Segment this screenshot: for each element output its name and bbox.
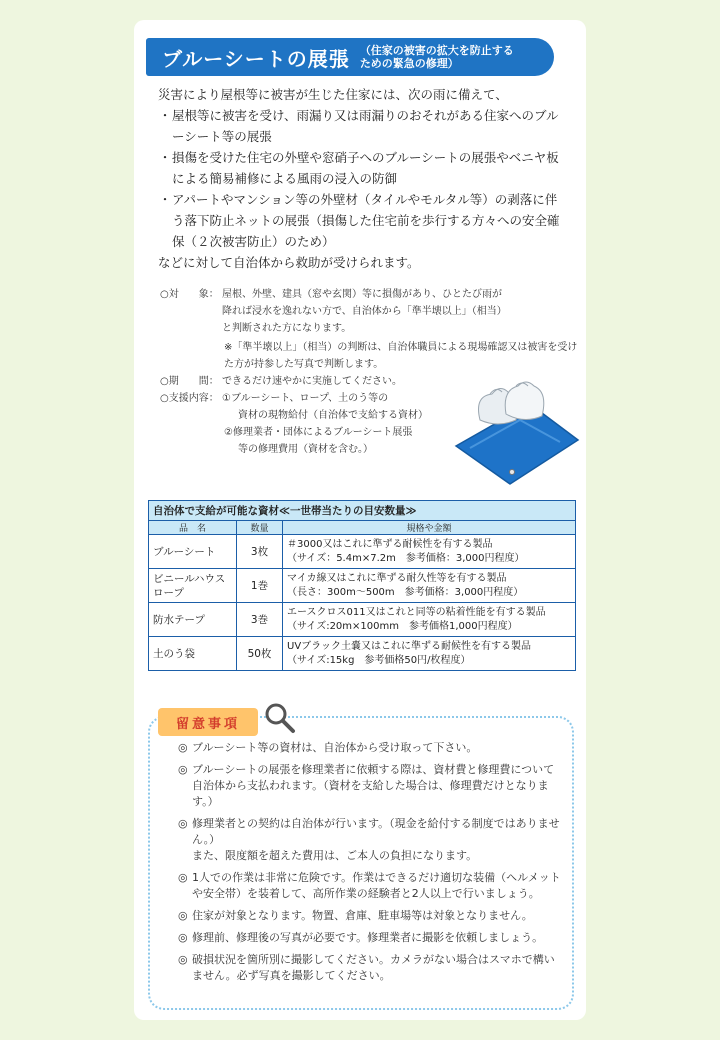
support-label: ○支援内容： [160, 393, 219, 404]
supply-table-wrapper [148, 500, 576, 671]
list-item [178, 952, 562, 984]
info-card [134, 20, 586, 1020]
bullet-dot: ・ [158, 192, 172, 207]
table-row [149, 603, 576, 637]
notice-mark: ◎ [178, 909, 188, 922]
column-header-spec: 規格や金額 [283, 521, 576, 535]
item-spec [283, 637, 576, 671]
intro-bullet [158, 147, 568, 189]
item-spec-line2: （サイズ:15kg 参考価格50円/枚程度） [287, 654, 471, 666]
item-name: ビニールハウスロープ [149, 569, 237, 603]
notice-list [178, 740, 562, 990]
notice-mark: ◎ [178, 763, 188, 776]
item-spec-line2: （サイズ:20m×100mm 参考価格1,000円程度） [287, 620, 518, 632]
item-name: ブルーシート [149, 535, 237, 569]
target-label: ○対 象： [160, 289, 219, 300]
notice-text: 修理前、修理後の写真が必要です。修理業者に撮影を依頼しましょう。 [192, 931, 544, 944]
item-spec [283, 603, 576, 637]
item-spec-line1: マイカ線又はこれに準ずる耐久性等を有する製品 [287, 572, 507, 584]
list-item [178, 908, 562, 924]
item-name: 土のう袋 [149, 637, 237, 671]
notice-text: 破損状況を箇所別に撮影してください。カメラがない場合はスマホで構いません。必ず写真を撮影してください。 [192, 953, 555, 982]
table-row [149, 535, 576, 569]
item-spec-line2: （サイズ：5.4m×7.2m 参考価格：3,000円程度） [287, 552, 525, 564]
notice-text: ブルーシート等の資材は、自治体から受け取って下さい。 [192, 741, 478, 754]
intro-bullet-text: 屋根等に被害を受け、雨漏り又は雨漏りのおそれがある住家へのブルーシート等の展張 [172, 108, 559, 144]
item-qty: 3枚 [237, 535, 283, 569]
item-spec-line1: ＃3000又はこれに準ずる耐候性を有する製品 [287, 538, 493, 550]
target-note: ※「準半壊以上」（相当）の判断は、自治体職員による現場確認又は被害を受けた方が持参した写真で判断します。 [224, 342, 578, 370]
list-item [178, 762, 562, 810]
intro-bullet-text: 損傷を受けた住宅の外壁や窓硝子へのブルーシートの展張やベニヤ板による簡易補修による風雨の浸入の防御 [172, 150, 559, 186]
notice-mark: ◎ [178, 741, 188, 754]
intro-closing: などに対して自治体から救助が受けられます。 [158, 255, 420, 270]
item-qty: 1巻 [237, 569, 283, 603]
list-item [178, 816, 562, 864]
support-item-2-detail: 等の修理費用（資材を含む。） [238, 444, 373, 455]
notice-mark: ◎ [178, 817, 188, 830]
title-banner [146, 38, 554, 76]
table-row [149, 637, 576, 671]
tarp-sandbag-illustration [450, 376, 580, 486]
list-item [178, 740, 562, 756]
target-text: 屋根、外壁、建具（窓や玄関）等に損傷があり、ひとたび雨が降れば浸水を逸れない方で、自治体から「準半壊以上」（相当）と判断された方になります。 [222, 289, 502, 334]
notice-mark: ◎ [178, 931, 188, 944]
column-header-qty: 数量 [237, 521, 283, 535]
list-item [178, 930, 562, 946]
column-header-name: 品 名 [149, 521, 237, 535]
item-qty: 50枚 [237, 637, 283, 671]
notice-box [148, 716, 574, 1010]
notice-text: 修理業者との契約は自治体が行います。（現金を給付する制度ではありません。） また、限度額を超えた費用は、ご本人の負担になります。 [192, 817, 560, 862]
item-spec-line1: エースクロス011又はこれと同等の粘着性能を有する製品 [287, 606, 546, 618]
page-title: ブルーシートの展張 [162, 46, 350, 71]
intro-section [158, 84, 568, 273]
sandbag-icon [505, 382, 544, 420]
bullet-dot: ・ [158, 108, 172, 123]
notice-mark: ◎ [178, 953, 188, 966]
intro-bullet [158, 105, 568, 147]
item-qty: 3巻 [237, 603, 283, 637]
support-item-2: ②修理業者・団体によるブルーシート展張 [224, 427, 413, 438]
period-label: ○期 間： [160, 376, 219, 387]
bullet-dot: ・ [158, 150, 172, 165]
list-item [178, 870, 562, 902]
item-spec-line2: （長さ：300m～500m 参考価格：3,000円程度） [287, 586, 524, 598]
notice-text: 住家が対象となります。物置、倉庫、駐車場等は対象となりません。 [192, 909, 533, 922]
intro-bullet [158, 189, 568, 252]
table-row [149, 569, 576, 603]
subtitle-line-1: （住家の被害の拡大を防止する [359, 44, 514, 57]
notice-text: 1人での作業は非常に危険です。作業はできるだけ適切な装備（ヘルメットや安全帯）を装着して、高所作業の経験者と2人以上で行いましょう。 [192, 871, 561, 900]
support-item-1-detail: 資材の現物給付（自治体で支給する資材） [238, 410, 428, 421]
period-text: できるだけ速やかに実施してください。 [222, 376, 402, 387]
intro-lead: 災害により屋根等に被害が生じた住家には、次の雨に備えて、 [158, 87, 508, 102]
support-item-1: ①ブルーシート、ロープ、土のう等の [222, 393, 389, 404]
intro-bullet-text: アパートやマンション等の外壁材（タイルやモルタル等）の剥落に伴う落下防止ネットの展張（損傷した住宅前を歩行する方々への安全確保（２次被害防止）のため） [172, 192, 560, 249]
item-name: 防水テープ [149, 603, 237, 637]
page-subtitle [360, 44, 514, 70]
item-spec [283, 535, 576, 569]
target-row [160, 286, 580, 337]
notice-text: ブルーシートの展張を修理業者に依頼する際は、資材費と修理費について自治体から支払われます。（資材を支給した場合は、修理費だけとなります。） [192, 763, 555, 808]
item-spec-line1: UVブラック土嚢又はこれに準ずる耐候性を有する製品 [287, 640, 531, 652]
notice-heading: 留意事項 [158, 708, 258, 736]
notice-mark: ◎ [178, 871, 188, 884]
item-spec [283, 569, 576, 603]
supply-table [148, 500, 576, 671]
subtitle-line-2: ための緊急の修理） [359, 57, 459, 70]
magnifier-icon [262, 700, 296, 734]
table-caption: 自治体で支給が可能な資材≪一世帯当たりの目安数量≫ [149, 501, 576, 521]
